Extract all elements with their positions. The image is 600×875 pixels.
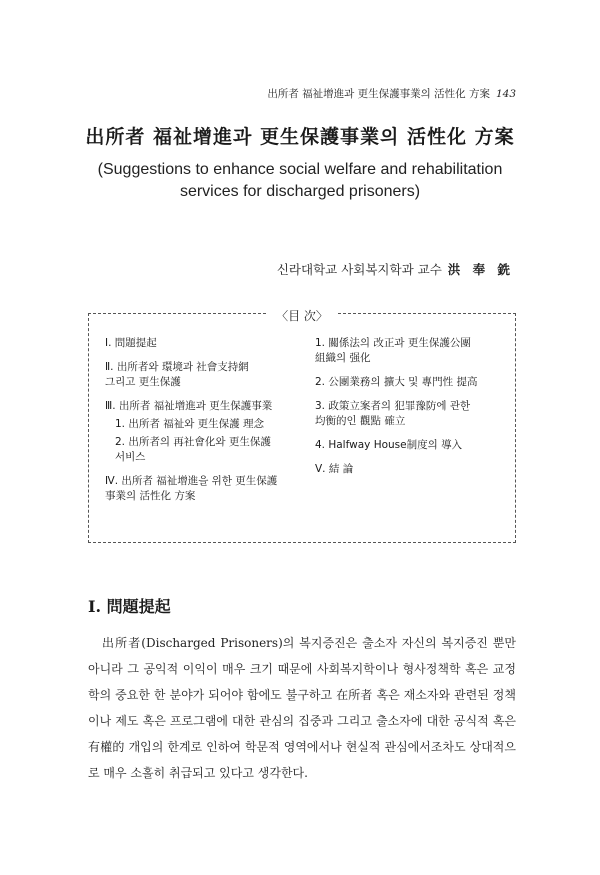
toc-entry: Ⅳ. 出所者 福祉增進을 위한 更生保護 事業의 活性化 方案 — [105, 475, 278, 502]
toc-entry: 2. 公團業務의 擴大 및 專門性 提高 — [315, 376, 478, 388]
english-title-line-2: services for discharged prisoners) — [179, 183, 421, 200]
author-affiliation: 신라대학교 사회복지학과 교수 — [276, 262, 442, 277]
toc-subentry: 2. 出所者의 再社會化와 更生保護 서비스 — [115, 436, 271, 463]
toc-title: 〈目 次〉 — [268, 309, 336, 323]
table-of-contents — [88, 309, 516, 543]
toc-entry: Ⅱ. 出所者와 環境과 社會支持網 그리고 更生保護 — [105, 361, 249, 388]
toc-left-column — [105, 336, 305, 513]
running-header — [267, 86, 516, 101]
title-block — [0, 122, 600, 203]
toc-right-column — [315, 336, 515, 486]
author-name: 洪 奉 銑 — [447, 262, 514, 277]
toc-entry: Ⅰ. 問題提起 — [105, 337, 157, 349]
section-heading: Ⅰ. 問題提起 — [88, 597, 171, 616]
toc-entry: 4. Halfway House制度의 導入 — [315, 439, 463, 451]
author-line — [277, 260, 514, 278]
toc-entry: Ⅲ. 出所者 福祉增進과 更生保護事業 — [105, 400, 273, 412]
page-number: 143 — [495, 88, 516, 100]
toc-entry: Ⅴ. 結 論 — [315, 463, 354, 475]
toc-entry: 1. 關係法의 改正과 更生保護公團 組織의 强化 — [315, 337, 471, 364]
page-title: 出所者 福祉增進과 更生保護事業의 活性化 方案 — [85, 126, 515, 148]
toc-subentry: 1. 出所者 福祉와 更生保護 理念 — [115, 418, 265, 430]
english-title-line-1: (Suggestions to enhance social welfare and rehabilitation — [97, 161, 503, 178]
body-paragraph: 出所者(Discharged Prisoners)의 복지증진은 출소자 자신의 복지증진 뿐만 아니라 그 공익적 이익이 매우 크기 때문에 사회복지학이나 형사정책학 혹은 교정학의 중요한 한 분야가 되어야 함에도 불구하고 在所者 혹은 재소자와 관련된 정책이나 제도 혹은 프로그램에 대한 관심의 집중과 그리고 출소자에 대한 공식적 혹은 有權的 개입의 한계로 인하여 학문적 영역에서나 현실적 관심에서조차도 상대적으로 매우 소홀히 취급되고 있다고 생각한다. — [88, 636, 516, 780]
toc-entry: 3. 政策立案者의 犯罪豫防에 관한 均衡的인 觀點 確立 — [315, 400, 471, 427]
english-title — [0, 159, 600, 203]
running-title: 出所者 福祉增進과 更生保護事業의 活性化 方案 — [267, 88, 490, 100]
